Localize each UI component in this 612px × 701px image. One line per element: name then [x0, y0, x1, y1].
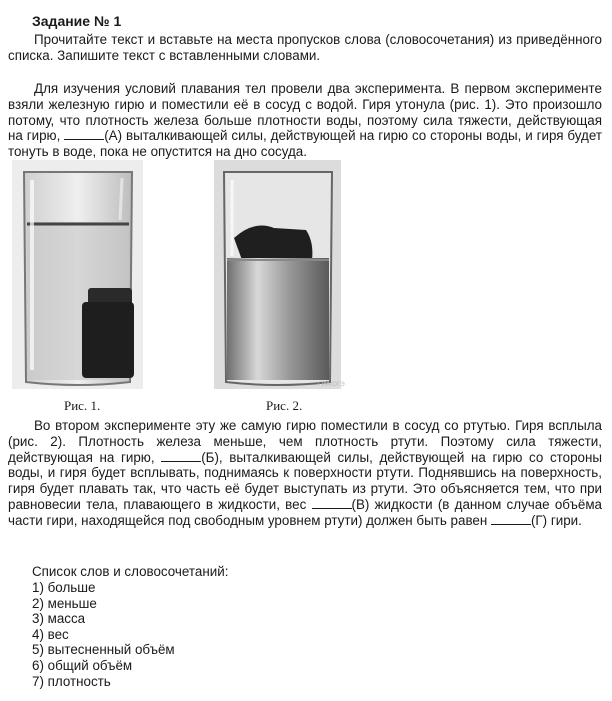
watermark: ГИА/ОГЭ [318, 381, 345, 388]
word-list-item: 5) вытесненный объём [32, 642, 175, 658]
word-list-item: 4) вес [32, 626, 69, 642]
p2-part-b: (Б), выталкивающей силы, действующей на гирю со стороны воды, и гиря будет всплывать, поднимаясь к поверхности ртути. Поднявшись на поверхность, гиря будет плавать так, что часть её будет выступать из ртути. Это объясняется тем, что при равновесии тела, плавающего в жидкости, вес [8, 449, 602, 512]
word-list-item: 7) плотность [32, 673, 111, 689]
task-title: Задание № 1 [32, 13, 122, 29]
blank-g [491, 513, 531, 525]
p2-part-a: Во втором эксперименте эту же самую гирю поместили в сосуд со ртутью. Гиря всплыла (рис. 2). Плотность железа меньше, чем плотность ртути. Поэтому сила тяжести, действующая на гирю, [8, 418, 602, 465]
blank-a [64, 128, 104, 140]
figure-1-caption: Рис. 1. [64, 398, 101, 413]
word-list [32, 580, 175, 689]
word-list-item: 2) меньше [32, 595, 97, 611]
paragraph-experiment-1 [8, 81, 602, 160]
p1-part-a: Для изучения условий плавания тел провели два эксперимента. В первом эксперименте взяли железную гирю и поместили её в сосуд с водой. Гиря утонула (рис. 1). Это произошло потому, что плотность железа больше плотности воды, поэтому сила тяжести, действующая на гирю, [8, 81, 602, 144]
blank-v [312, 497, 352, 509]
word-list-title: Список слов и словосочетаний: [32, 564, 229, 579]
p2-part-c: (В) жидкости (в данном случае объёма части гири, находящейся под свободным уровнем ртути) должен быть равен [8, 496, 602, 528]
p1-part-b: (А) выталкивающей силы, действующей на гирю со стороны воды, и гиря будет тонуть в воде, пока не опустится на дно сосуда. [8, 128, 602, 160]
figure-1-beaker-water [12, 160, 143, 389]
word-list-item: 3) масса [32, 611, 86, 627]
beaker-water-illustration [12, 160, 143, 389]
word-list-item: 1) больше [32, 580, 96, 595]
blank-b [161, 450, 201, 462]
word-list-item: 6) общий объём [32, 657, 133, 673]
figure-2-beaker-mercury [214, 160, 345, 389]
beaker-mercury-illustration [214, 160, 345, 389]
p2-part-d: (Г) гири. [530, 512, 582, 528]
figure-2-caption: Рис. 2. [266, 398, 303, 413]
paragraph-experiment-2 [8, 418, 602, 529]
task-instruction: Прочитайте текст и вставьте на места пропусков слова (словосочетания) из приведённого списка. Запишите текст с вставленными словами. [8, 32, 602, 63]
